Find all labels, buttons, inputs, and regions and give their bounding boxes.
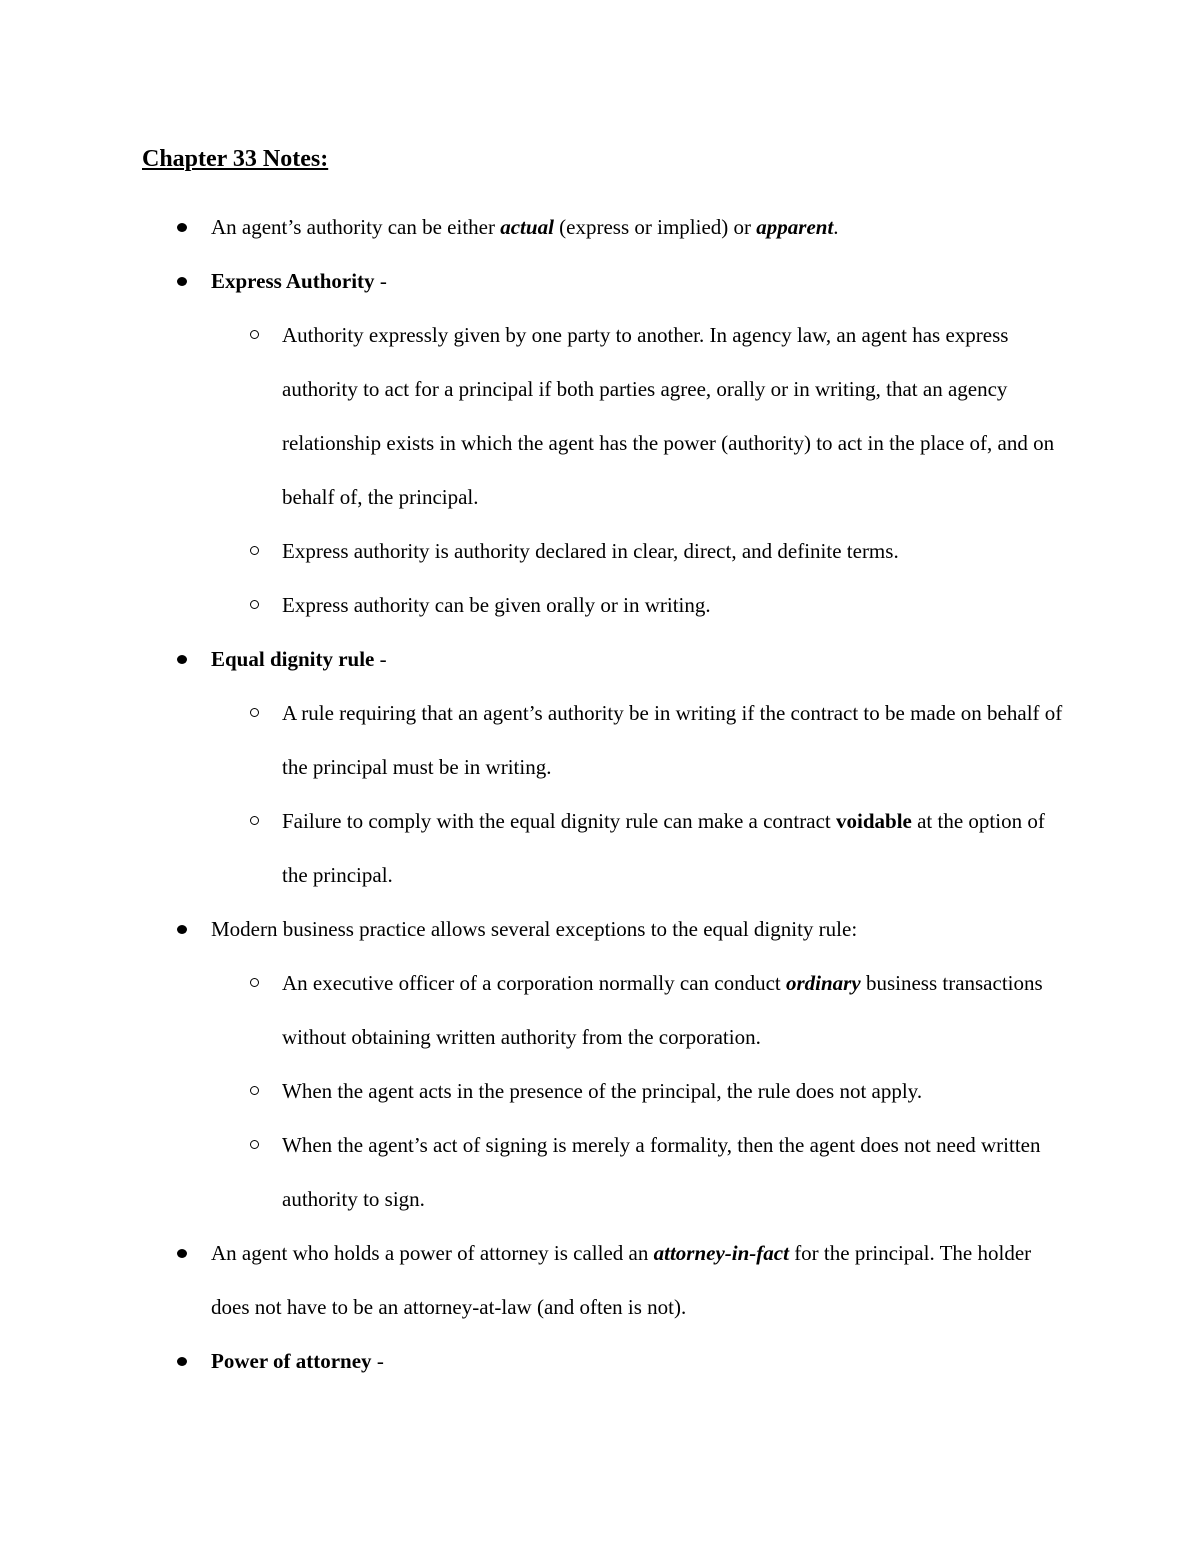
filled-bullet-icon <box>177 223 187 232</box>
list-item: Express Authority - Authority expressly given by one party to another. In agency law, an agent has express authority to act for a principal if both parties agree, orally or in writing, that an agency relationship exists in which the agent has the power (authority) to act in the place of, and on behalf of, the principal. Express authority is authority declared in clear, direct, and definite terms. Express authority can be given orally or in writing. <box>211 254 1071 632</box>
sub-list <box>282 956 1071 1226</box>
sub-list-item: An executive officer of a corporation normally can conduct ordinary business transactions without obtaining written authority from the corporation. <box>282 956 1071 1064</box>
hollow-bullet-icon <box>250 708 259 717</box>
list-item: An agent’s authority can be either actual (express or implied) or apparent. <box>211 200 1071 254</box>
sub-list-item: Failure to comply with the equal dignity rule can make a contract voidable at the option of the principal. <box>282 794 1071 902</box>
sub-list-item: When the agent acts in the presence of the principal, the rule does not apply. <box>282 1064 1071 1118</box>
filled-bullet-icon <box>177 1249 187 1258</box>
hollow-bullet-icon <box>250 600 259 609</box>
hollow-bullet-icon <box>250 816 259 825</box>
section-heading: Equal dignity rule <box>211 647 375 671</box>
hollow-bullet-icon <box>250 1086 259 1095</box>
list-item: Equal dignity rule - A rule requiring that an agent’s authority be in writing if the contract to be made on behalf of the principal must be in writing. Failure to comply with the equal dignity rule can make a contract voidable at the option of the principal. <box>211 632 1071 902</box>
hollow-bullet-icon <box>250 546 259 555</box>
section-heading: Power of attorney <box>211 1349 372 1373</box>
hollow-bullet-icon <box>250 978 259 987</box>
bold-term: voidable <box>836 809 912 833</box>
filled-bullet-icon <box>177 1357 187 1366</box>
notes-list <box>211 200 1071 1388</box>
sub-list-item: A rule requiring that an agent’s authority be in writing if the contract to be made on behalf of the principal must be in writing. <box>282 686 1071 794</box>
filled-bullet-icon <box>177 655 187 664</box>
list-item: An agent who holds a power of attorney is called an attorney-in-fact for the principal. The holder does not have to be an attorney-at-law (and often is not). <box>211 1226 1071 1334</box>
page-title: Chapter 33 Notes: <box>142 146 329 172</box>
list-item: Power of attorney - <box>211 1334 1071 1388</box>
filled-bullet-icon <box>177 925 187 934</box>
emphasis-term: apparent <box>756 215 834 239</box>
emphasis-term: actual <box>500 215 554 239</box>
sub-list-item: Express authority is authority declared in clear, direct, and definite terms. <box>282 524 1071 578</box>
hollow-bullet-icon <box>250 1140 259 1149</box>
sub-list <box>282 308 1071 632</box>
hollow-bullet-icon <box>250 330 259 339</box>
section-heading: Express Authority <box>211 269 375 293</box>
sub-list-item: Authority expressly given by one party to another. In agency law, an agent has express authority to act for a principal if both parties agree, orally or in writing, that an agency relationship exists in which the agent has the power (authority) to act in the place of, and on behalf of, the principal. <box>282 308 1071 524</box>
list-item: Modern business practice allows several exceptions to the equal dignity rule: An executive officer of a corporation normally can conduct ordinary business transactions without obtaining written authority from the corporation. When the agent acts in the presence of the principal, the rule does not apply. When the agent’s act of signing is merely a formality, then the agent does not need written authority to sign. <box>211 902 1071 1226</box>
emphasis-term: attorney-in-fact <box>653 1241 789 1265</box>
sub-list-item: Express authority can be given orally or in writing. <box>282 578 1071 632</box>
emphasis-term: ordinary <box>786 971 861 995</box>
sub-list-item: When the agent’s act of signing is merely a formality, then the agent does not need written authority to sign. <box>282 1118 1071 1226</box>
filled-bullet-icon <box>177 277 187 286</box>
sub-list <box>282 686 1071 902</box>
